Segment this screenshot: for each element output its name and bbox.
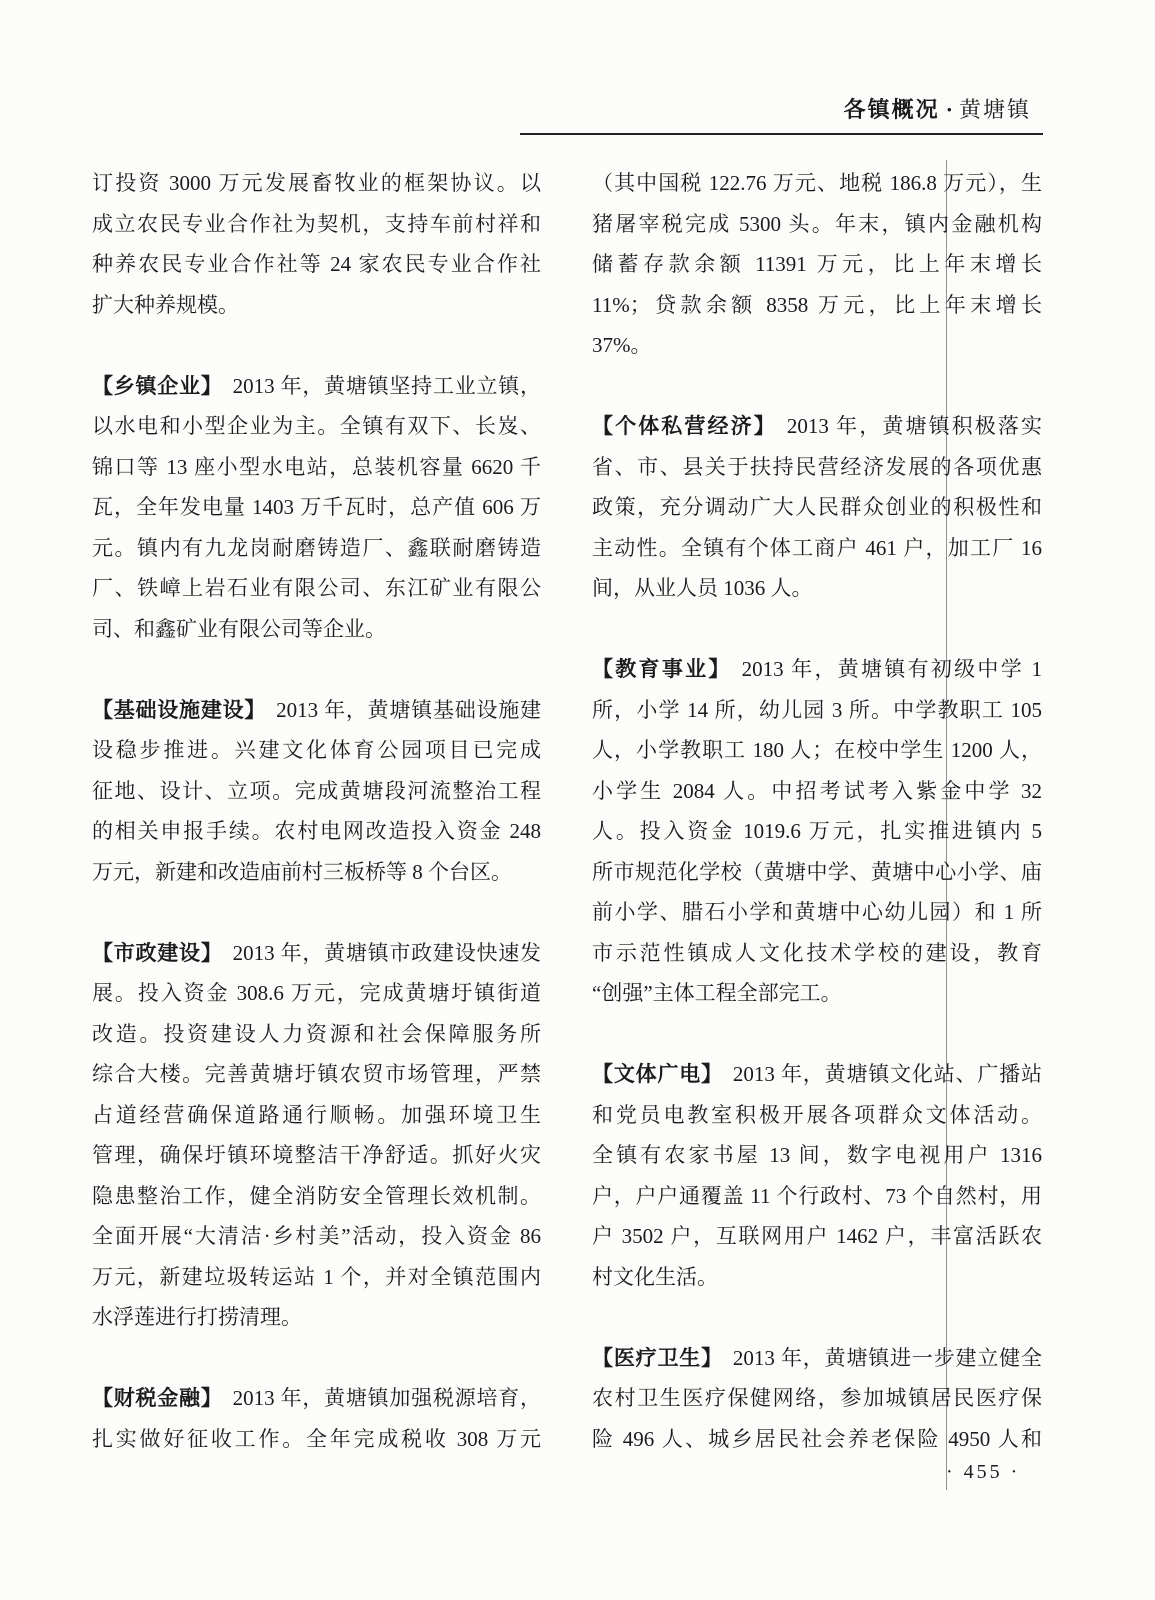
text-line: 储蓄存款余额 11391 万元，比上年末增长 — [592, 252, 1042, 276]
paragraph-private-economy — [592, 406, 1042, 609]
header-section-title: 各镇概况 — [843, 98, 940, 123]
text-line: 小学生 2084 人。中招考试考入紫金中学 32 — [592, 778, 1042, 803]
text-line: 所市规范化学校（黄塘中学、黄塘中心小学、庙 — [592, 859, 1042, 884]
running-header — [844, 95, 1031, 126]
text-line-content: 2013 年，黄塘镇市政建设快速发 — [232, 940, 542, 965]
text-line: 村文化生活。 — [592, 1264, 718, 1289]
paragraph-culture-broadcasting — [592, 1054, 1042, 1297]
text-line — [92, 366, 541, 407]
text-line: 险 496 人、城乡居民社会养老保险 4950 人和 — [592, 1426, 1042, 1451]
section-heading: 【乡镇企业】 — [92, 373, 223, 398]
text-line-content: 2013 年，黄塘镇加强税源培育， — [232, 1386, 542, 1410]
paragraph-livestock-cooperatives-continued — [92, 163, 541, 325]
text-line — [92, 933, 541, 974]
text-line: （其中国税 122.76 万元、地税 186.8 万元），生 — [592, 171, 1042, 195]
text-line: 主动性。全镇有个体工商户 461 户，加工厂 16 — [592, 535, 1042, 560]
text-line: 人，小学教职工 180 人；在校中学生 1200 人， — [592, 738, 1042, 762]
text-line-content: 2013 年，黄塘镇积极落实 — [786, 414, 1042, 438]
text-line: 市示范性镇成人文化技术学校的建设，教育 — [592, 940, 1042, 965]
text-line-content: 2013 年，黄塘镇进一步建立健全 — [732, 1345, 1042, 1370]
right-column — [592, 163, 1042, 1500]
text-line: 水浮莲进行打捞清理。 — [92, 1305, 302, 1329]
section-heading: 【财税金融】 — [92, 1386, 223, 1410]
text-line: 以水电和小型企业为主。全镇有双下、长岌、 — [92, 414, 541, 438]
text-line: 全面开展“大清洁·乡村美”活动，投入资金 86 — [92, 1224, 541, 1248]
text-line: 所，小学 14 所，幼儿园 3 所。中学教职工 105 — [592, 697, 1042, 722]
text-line: 户，户户通覆盖 11 个行政村、73 个自然村，用 — [592, 1183, 1042, 1208]
text-line: 综合大楼。完善黄塘圩镇农贸市场管理，严禁 — [92, 1062, 541, 1086]
text-line: 户 3502 户，互联网用户 1462 户，丰富活跃农 — [592, 1224, 1042, 1248]
section-heading: 【教育事业】 — [592, 657, 732, 681]
text-line: 猪屠宰税完成 5300 头。年末，镇内金融机构 — [592, 211, 1042, 236]
text-line — [92, 690, 541, 731]
text-line-content: 2013 年，黄塘镇基础设施建 — [276, 697, 541, 722]
paragraph-medical-health — [592, 1338, 1042, 1460]
text-line: 管理，确保圩镇环境整洁干净舒适。抓好火灾 — [92, 1143, 541, 1167]
text-line: 人。投入资金 1019.6 万元，扎实推进镇内 5 — [592, 819, 1042, 843]
text-line: 成立农民专业合作社为契机，支持车前村祥和 — [92, 211, 541, 236]
paragraph-infrastructure — [92, 690, 541, 893]
section-heading: 【个体私营经济】 — [592, 414, 777, 438]
text-line: 万元，新建和改造庙前村三板桥等 8 个台区。 — [92, 859, 512, 884]
paragraph-municipal-construction — [92, 933, 541, 1338]
text-line-content: 2013 年，黄塘镇有初级中学 1 — [741, 657, 1042, 681]
section-heading: 【医疗卫生】 — [592, 1345, 723, 1370]
text-line: 间，从业人员 1036 人。 — [592, 576, 813, 600]
text-line: 占道经营确保道路通行顺畅。加强环境卫生 — [92, 1102, 541, 1127]
text-line: 政策，充分调动广大人民群众创业的积极性和 — [592, 495, 1042, 519]
section-heading: 【文体广电】 — [592, 1062, 723, 1086]
text-line — [592, 406, 1042, 447]
text-line: 全镇有农家书屋 13 间，数字电视用户 1316 — [592, 1143, 1042, 1167]
text-line: 展。投入资金 308.6 万元，完成黄塘圩镇街道 — [92, 981, 541, 1005]
text-line — [592, 1338, 1042, 1379]
text-line: 和党员电教室积极开展各项群众文体活动。 — [592, 1102, 1042, 1127]
text-line: 隐患整治工作，健全消防安全管理长效机制。 — [92, 1183, 541, 1208]
paragraph-finance-taxation-continued — [592, 163, 1042, 366]
paragraph-finance-taxation — [92, 1378, 541, 1459]
text-line: 前小学、腊石小学和黄塘中心幼儿园）和 1 所 — [592, 900, 1042, 924]
text-line: 改造。投资建设人力资源和社会保障服务所 — [92, 1021, 541, 1046]
text-line-content: 2013 年，黄塘镇坚持工业立镇， — [232, 373, 542, 398]
page-number: · 455 · — [946, 1461, 1021, 1483]
text-line: 省、市、县关于扶持民营经济发展的各项优惠 — [592, 454, 1042, 479]
section-heading: 【基础设施建设】 — [92, 697, 267, 722]
text-line: 设稳步推进。兴建文化体育公园项目已完成 — [92, 738, 541, 762]
text-line: 农村卫生医疗保健网络，参加城镇居民医疗保 — [592, 1386, 1042, 1410]
header-separator: · — [945, 97, 953, 122]
text-line: 万元，新建垃圾转运站 1 个，并对全镇范围内 — [92, 1264, 541, 1289]
text-line: 司、和鑫矿业有限公司等企业。 — [92, 616, 386, 641]
text-line: 厂、铁嶂上岩石业有限公司、东江矿业有限公 — [92, 576, 541, 600]
text-line: 37%。 — [592, 333, 652, 357]
text-line: 瓦，全年发电量 1403 万千瓦时，总产值 606 万 — [92, 495, 541, 519]
text-line — [92, 1378, 541, 1419]
text-line: 种养农民专业合作社等 24 家农民专业合作社 — [92, 252, 541, 276]
text-line: 锦口等 13 座小型水电站，总装机容量 6620 千 — [92, 454, 541, 479]
text-line: 11%；贷款余额 8358 万元，比上年末增长 — [592, 292, 1042, 317]
text-line: 扩大种养规模。 — [92, 292, 239, 317]
paragraph-education — [592, 649, 1042, 1014]
text-line: 元。镇内有九龙岗耐磨铸造厂、鑫联耐磨铸造 — [92, 535, 541, 560]
text-line — [592, 1054, 1042, 1095]
text-line-content: 2013 年，黄塘镇文化站、广播站 — [732, 1062, 1042, 1086]
paragraph-township-enterprises — [92, 366, 541, 650]
text-line: 订投资 3000 万元发展畜牧业的框架协议。以 — [92, 171, 541, 195]
header-town-name: 黄塘镇 — [958, 98, 1031, 123]
header-rule — [520, 133, 1043, 135]
left-column — [92, 163, 541, 1500]
section-heading: 【市政建设】 — [92, 940, 223, 965]
text-line: 的相关申报手续。农村电网改造投入资金 248 — [92, 819, 541, 843]
text-line: 征地、设计、立项。完成黄塘段河流整治工程 — [92, 778, 541, 803]
text-line — [592, 649, 1042, 690]
text-line: 扎实做好征收工作。全年完成税收 308 万元 — [92, 1426, 541, 1451]
text-line: “创强”主体工程全部完工。 — [592, 981, 842, 1005]
